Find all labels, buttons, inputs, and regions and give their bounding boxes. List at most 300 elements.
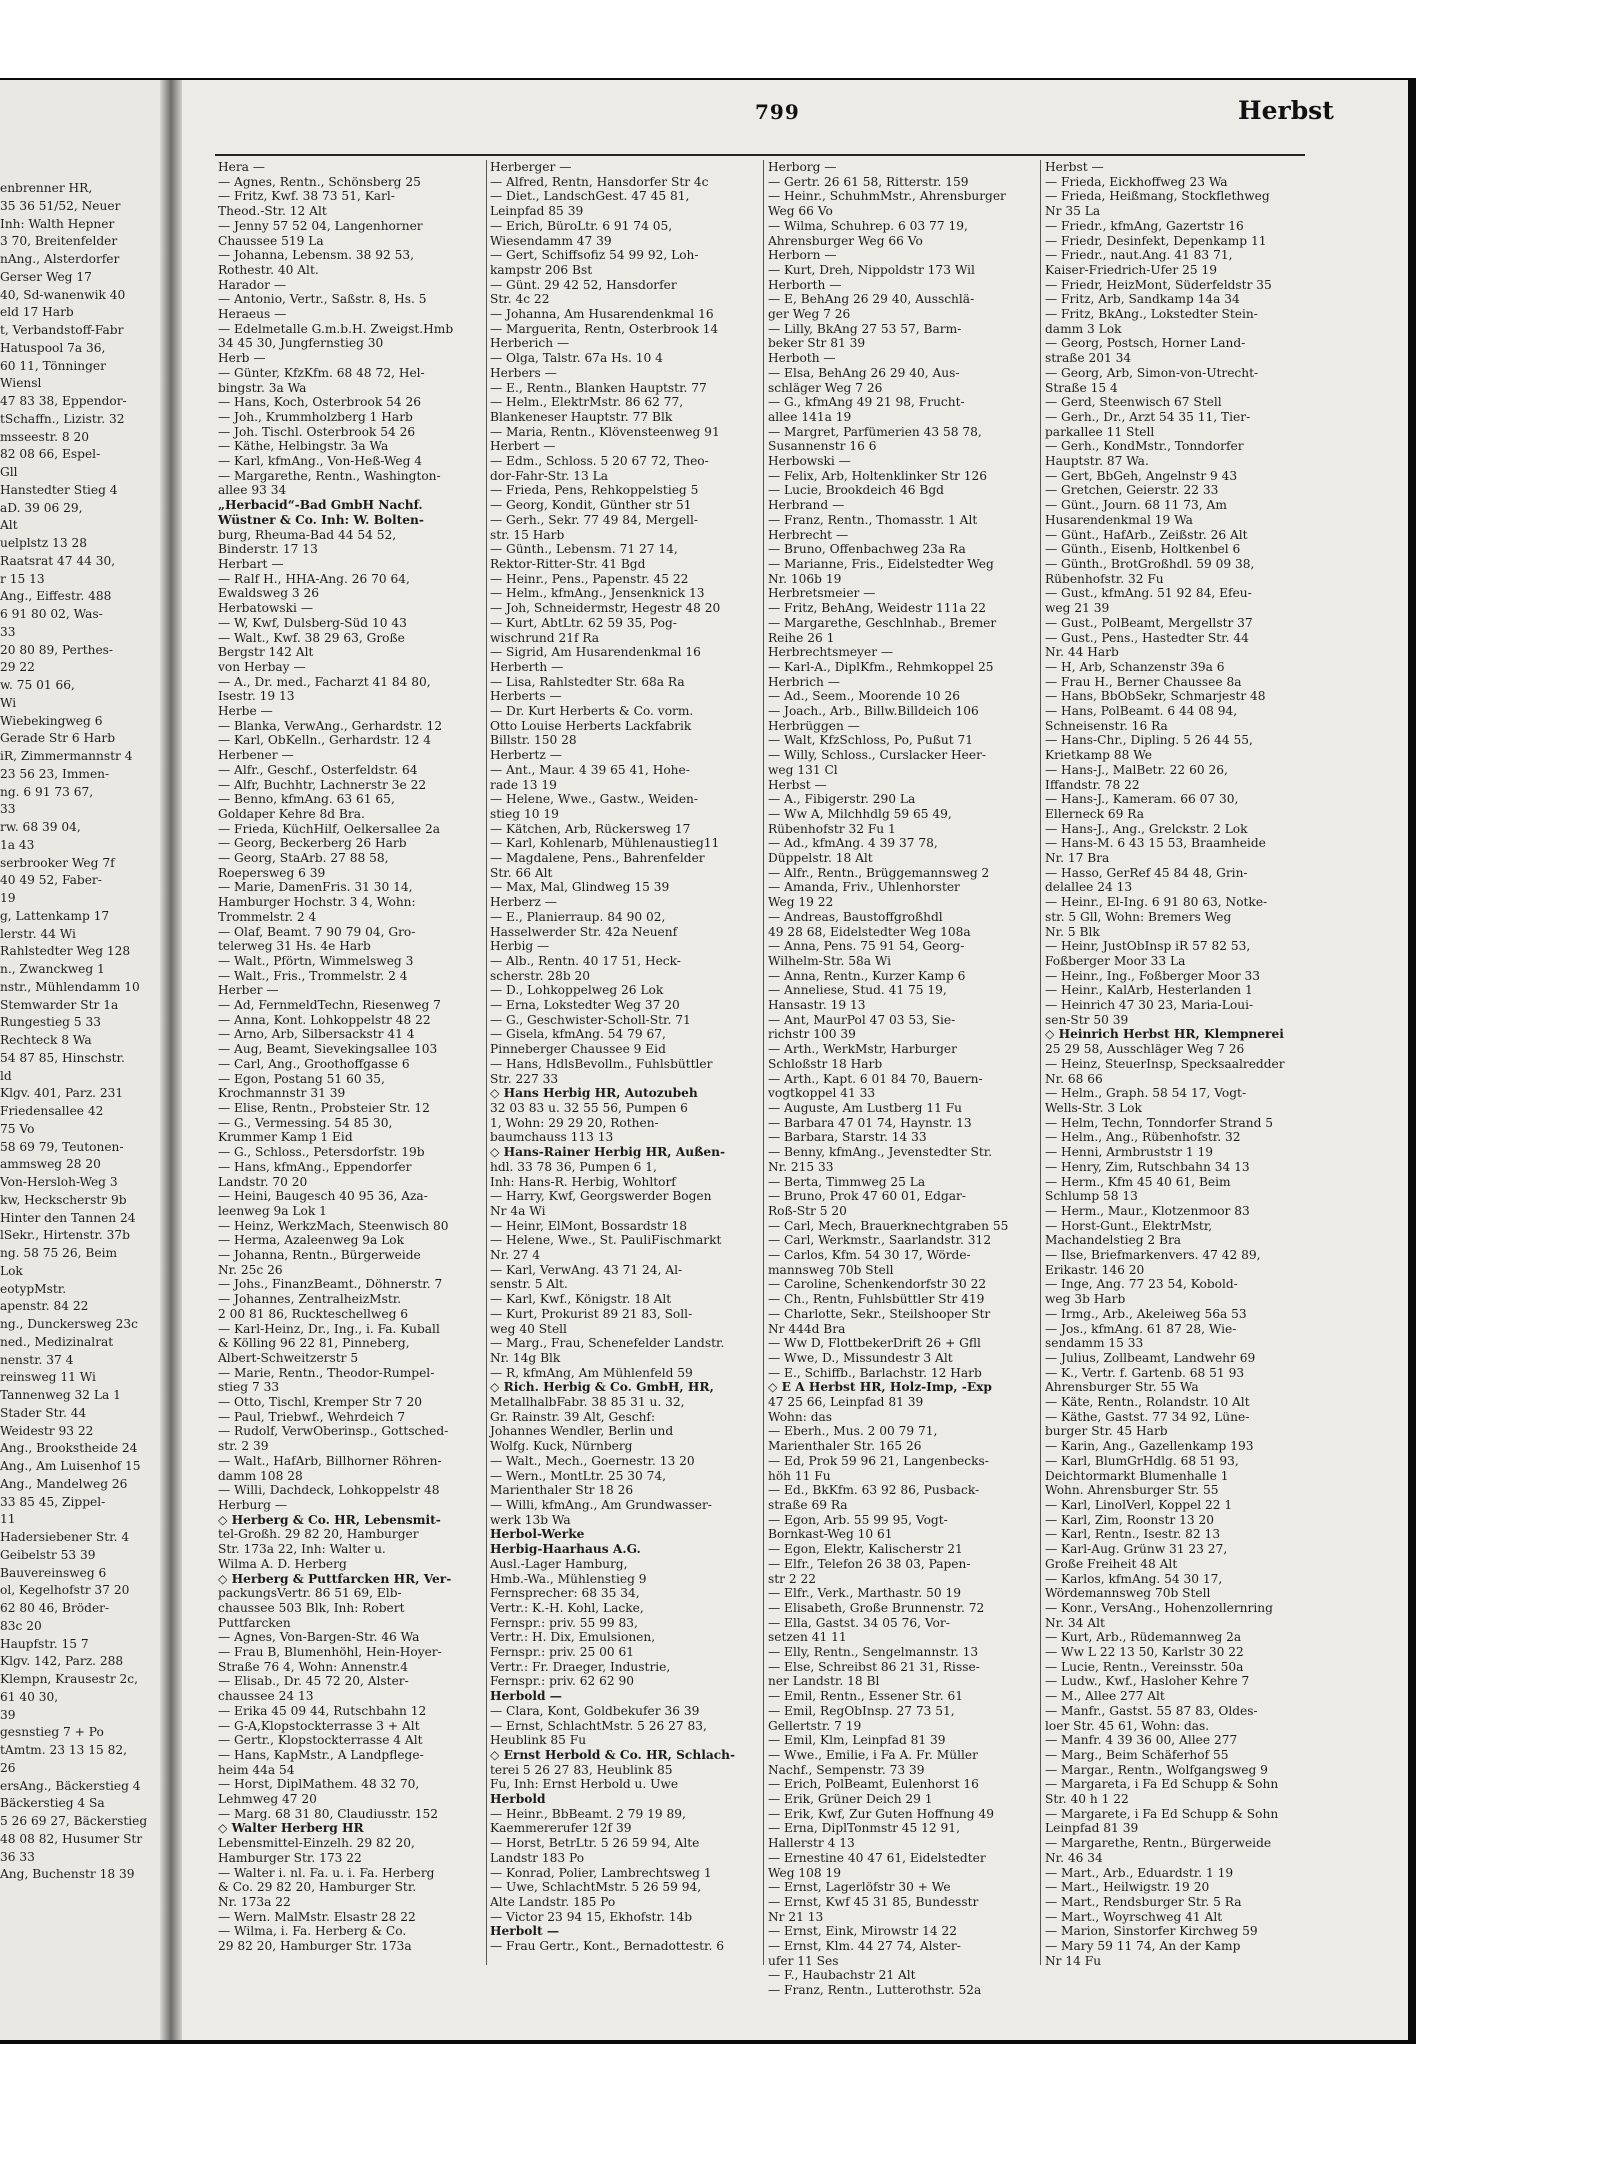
directory-entry-line: bingstr. 3a Wa <box>218 380 307 395</box>
directory-entry-line: Otto Louise Herberts Lackfabrik <box>490 718 692 733</box>
directory-entry-line: Herborth — <box>768 277 842 292</box>
directory-entry-line: chaussee 24 13 <box>218 1689 314 1704</box>
directory-entry-line: Herbig — <box>490 939 550 954</box>
directory-entry-line: Roepersweg 6 39 <box>218 865 326 880</box>
directory-entry-line: — Emil, Rentn., Essener Str. 61 <box>768 1689 964 1704</box>
directory-entry-line: MetallhalbFabr. 38 85 31 u. 32, <box>490 1395 685 1410</box>
facing-page-line: w. 75 01 66, <box>0 678 75 692</box>
directory-entry-line: — Käte, Rentn., Rolandstr. 10 Alt <box>1045 1395 1250 1410</box>
directory-entry-line: Wiesendamm 47 39 <box>490 233 612 248</box>
directory-entry-line: str. 5 Gll, Wohn: Bremers Weg <box>1045 909 1232 924</box>
directory-entry-line: — Edm., Schloss. 5 20 67 72, Theo- <box>490 454 709 469</box>
directory-entry-line: Krochmannstr 31 39 <box>218 1086 346 1101</box>
facing-page-line: Raatsrat 47 44 30, <box>0 553 116 568</box>
directory-entry-line: — Hasso, GerRef 45 84 48, Grin- <box>1045 865 1248 880</box>
directory-entry-line: richstr 100 39 <box>768 1027 856 1042</box>
directory-entry-line: 25 29 58, Ausschläger Weg 7 26 <box>1045 1042 1245 1057</box>
directory-entry-line: — A., Fibigerstr. 290 La <box>768 792 916 807</box>
directory-entry-line: scherstr. 28b 20 <box>490 968 591 983</box>
directory-entry-line: ◇ Hans-Rainer Herbig HR, Außen- <box>490 1145 726 1160</box>
facing-page-line: 20 80 89, Perthes- <box>0 642 114 657</box>
directory-entry-line: Trommelstr. 2 4 <box>218 909 317 924</box>
directory-entry-line: — Ernestine 40 47 61, Eidelstedter <box>768 1850 986 1865</box>
facing-page-line: 33 85 45, Zippel- <box>0 1494 106 1509</box>
facing-page-line: 48 08 82, Husumer Str <box>0 1831 143 1846</box>
directory-entry-line: — Heinr., BbBeamt. 2 79 19 89, <box>490 1806 686 1821</box>
directory-entry-line: Nr. 106b 19 <box>768 571 842 586</box>
directory-entry-line: — Heinz, SteuerInsp, Specksaalredder <box>1045 1056 1285 1071</box>
facing-page-line: tAmtm. 23 13 15 82, <box>0 1743 127 1757</box>
directory-entry-line: Ahrensburger Weg 66 Vo <box>768 233 923 248</box>
directory-entry-line: — Blanka, VerwAng., Gerhardstr. 12 <box>218 718 443 733</box>
facing-page-line: ng. 58 75 26, Beim <box>0 1246 118 1260</box>
directory-entry-line: str 2 22 <box>768 1571 816 1586</box>
directory-entry-line: — Helene, Wwe., Gastw., Weiden- <box>490 792 699 807</box>
directory-entry-line: — Karlos, kfmAng. 54 30 17, <box>1045 1571 1223 1586</box>
directory-entry-line: telerweg 31 Hs. 4e Harb <box>218 939 371 954</box>
directory-entry-line: — Ella, Gastst. 34 05 76, Vor- <box>768 1615 950 1630</box>
directory-entry-line: — Gertr. 26 61 58, Ritterstr. 159 <box>768 174 969 189</box>
facing-page-line: Gerser Weg 17 <box>0 269 92 284</box>
directory-entry-line: Ewaldsweg 3 26 <box>218 586 320 601</box>
directory-entry-line: — Willi, kfmAng., Am Grundwasser- <box>490 1497 712 1512</box>
directory-entry-line: — Gerh., Dr., Arzt 54 35 11, Tier- <box>1045 409 1251 424</box>
directory-entry-line: Gr. Rainstr. 39 Alt, Geschf: <box>490 1409 656 1424</box>
facing-page-line: aD. 39 06 29, <box>0 500 83 515</box>
directory-entry-line: loer Str. 45 61, Wohn: das. <box>1045 1718 1210 1733</box>
directory-entry-line: — Helm., kfmAng., Jensenknick 13 <box>490 586 705 601</box>
directory-entry-line: — Julius, Zollbeamt, Landwehr 69 <box>1045 1350 1256 1365</box>
directory-entry-line: — Gust., Pens., Hastedter Str. 44 <box>1045 630 1249 645</box>
directory-entry-line: — F., Haubachstr 21 Alt <box>768 1968 916 1983</box>
directory-entry-line: — Elisab., Dr. 45 72 20, Alster- <box>218 1674 409 1689</box>
directory-entry-line: — Anneliese, Stud. 41 75 19, <box>768 983 947 998</box>
directory-entry-line: — Lucie, Brookdeich 46 Bgd <box>768 483 944 498</box>
page-number: 799 <box>755 100 800 124</box>
directory-entry-line: chaussee 503 Blk, Inh: Robert <box>218 1600 405 1615</box>
directory-entry-line: — Wern., MontLtr. 25 30 74, <box>490 1468 667 1483</box>
directory-entry-line: — Karl, Zim, Roonstr 13 20 <box>1045 1512 1215 1527</box>
directory-entry-line: ◇ Heinrich Herbst HR, Klempnerei <box>1045 1027 1284 1042</box>
directory-entry-line: — Günth., Eisenb, Holtkenbel 6 <box>1045 542 1241 557</box>
directory-entry-line: — Marie, Rentn., Theodor-Rumpel- <box>218 1365 435 1380</box>
facing-page-line: Bauvereinsweg 6 <box>0 1565 107 1580</box>
directory-entry-line: Herbatowski — <box>218 601 314 616</box>
directory-entry-line: heim 44a 54 <box>218 1762 295 1777</box>
directory-entry-line: — Karin, Ang., Gazellenkamp 193 <box>1045 1439 1254 1454</box>
directory-entry-line: — Olaf, Beamt. 7 90 79 04, Gro- <box>218 924 416 939</box>
directory-entry-line: stieg 7 33 <box>218 1380 280 1395</box>
facing-page-line: Hinter den Tannen 24 <box>0 1210 136 1225</box>
directory-entry-line: Theod.-Str. 12 Alt <box>218 204 327 219</box>
directory-entry-line: — Hans-J., Kameram. 66 07 30, <box>1045 792 1239 807</box>
directory-entry-line: Straße 76 4, Wohn: Annenstr.4 <box>218 1659 408 1674</box>
facing-page-line: n., Zwanckweg 1 <box>0 962 105 976</box>
directory-entry-line: — Henry, Zim, Rutschbahn 34 13 <box>1045 1159 1250 1174</box>
facing-page-line: Geibelstr 53 39 <box>0 1547 96 1562</box>
directory-entry-line: Herbrand — <box>768 498 845 513</box>
directory-entry-line: — Johs., FinanzBeamt., Döhnerstr. 7 <box>218 1277 443 1292</box>
directory-column-1 <box>218 160 472 1965</box>
directory-entry-line: Isestr. 19 13 <box>218 689 295 704</box>
directory-entry-line: — Frieda, Pens, Rehkoppelstieg 5 <box>490 483 699 498</box>
directory-entry-line: Johannes Wendler, Berlin und <box>490 1424 674 1439</box>
directory-entry-line: — Elise, Rentn., Probsteier Str. 12 <box>218 1101 430 1115</box>
directory-entry-line: — Otto, Tischl, Kremper Str 7 20 <box>218 1395 423 1410</box>
directory-entry-line: — G., Schloss., Petersdorfstr. 19b <box>218 1145 425 1160</box>
directory-entry-line: — Lucie, Rentn., Vereinsstr. 50a <box>1045 1659 1244 1674</box>
directory-entry-line: — Charlotte, Sekr., Steilshooper Str <box>768 1306 991 1321</box>
directory-entry-line: Marienthaler Str. 165 26 <box>768 1439 922 1454</box>
facing-page-line: Alt <box>0 518 18 533</box>
directory-entry-line: weg 131 Cl <box>768 762 838 777</box>
directory-entry-line: — Anna, Rentn., Kurzer Kamp 6 <box>768 968 966 983</box>
directory-entry-line: — Karl, Kohlenarb, Mühlenaustieg11 <box>490 836 720 851</box>
directory-entry-line: Fu, Inh: Ernst Herbold u. Uwe <box>490 1777 679 1792</box>
directory-entry-line: — E., Schiffb., Barlachstr. 12 Harb <box>768 1365 982 1380</box>
facing-page-line: uelplstz 13 28 <box>0 536 87 550</box>
directory-entry-line: — Ernst, Eink, Mirowstr 14 22 <box>768 1924 958 1939</box>
directory-entry-line: Fernsprecher: 68 35 34, <box>490 1586 640 1601</box>
directory-entry-line: Herberger — <box>490 160 572 174</box>
directory-entry-line: packungsVertr. 86 51 69, Elb- <box>218 1586 402 1601</box>
directory-entry-line: — Konr., VersAng., Hohenzollernring <box>1045 1600 1273 1615</box>
directory-entry-line: — Dr. Kurt Herberts & Co. vorm. <box>490 704 694 719</box>
directory-entry-line: mannsweg 70b Stell <box>768 1262 894 1277</box>
directory-entry-line: ger Weg 7 26 <box>768 307 851 322</box>
directory-column-4 <box>1045 160 1299 1968</box>
directory-entry-line: Herbolt — <box>490 1924 560 1939</box>
directory-entry-line: — Günt., Journ. 68 11 73, Am <box>1045 498 1227 513</box>
directory-entry-line: — Horst, BetrLtr. 5 26 59 94, Alte <box>490 1836 700 1851</box>
directory-entry-line: — Elsa, BehAng 26 29 40, Aus- <box>768 365 960 380</box>
directory-entry-line: — Gisela, kfmAng. 54 79 67, <box>490 1027 666 1042</box>
directory-entry-line: straße 69 Ra <box>768 1497 848 1512</box>
facing-page-line: Stemwarder Str 1a <box>0 997 119 1012</box>
directory-entry-line: Nr. 68 66 <box>1045 1071 1103 1086</box>
directory-entry-line: Nr. 17 Bra <box>1045 851 1110 866</box>
directory-entry-line: — Jos., kfmAng. 61 87 28, Wie- <box>1045 1321 1237 1336</box>
directory-entry-line: — Heinr., El-Ing. 6 91 80 63, Notke- <box>1045 895 1268 910</box>
directory-entry-line: Hamburger Hochstr. 3 4, Wohn: <box>218 895 416 910</box>
directory-entry-line: Herbertz — <box>490 748 562 763</box>
directory-entry-line: — Heinr., Pens., Papenstr. 45 22 <box>490 571 689 586</box>
directory-entry-line: — Margarethe, Rentn., Bürgerweide <box>1045 1836 1272 1851</box>
facing-page-line: reinsweg 11 Wi <box>0 1370 96 1385</box>
directory-entry-line: Erikastr. 146 20 <box>1045 1262 1145 1277</box>
directory-entry-line: Herbrüggen — <box>768 718 860 733</box>
directory-entry-line: & Kölling 96 22 81, Pinneberg, <box>218 1336 410 1351</box>
directory-entry-line: Herberz — <box>490 895 557 910</box>
directory-entry-line: — Carl, Mech, Brauerknechtgraben 55 <box>768 1218 1009 1233</box>
directory-entry-line: — Antonio, Vertr., Saßstr. 8, Hs. 5 <box>218 292 427 307</box>
facing-page-line: r 15 13 <box>0 571 45 586</box>
directory-entry-line: str. 2 39 <box>218 1439 269 1454</box>
directory-entry-line: weg 40 Stell <box>490 1321 567 1336</box>
directory-entry-line: Vertr.: H. Dix, Emulsionen, <box>490 1630 656 1645</box>
directory-entry-line: — Hans, KapMstr., A Landpflege- <box>218 1747 424 1762</box>
facing-page-line: 19 <box>0 891 16 905</box>
facing-page-line: 47 83 38, Eppendor- <box>0 394 127 408</box>
facing-page-line: Rahlstedter Weg 128 <box>0 944 131 959</box>
directory-entry-line: Wilhelm-Str. 58a Wi <box>768 953 892 968</box>
directory-entry-line: — Gertr., Klopstockterrasse 4 Alt <box>218 1733 423 1748</box>
directory-entry-line: Nr. 46 34 <box>1045 1850 1103 1865</box>
directory-entry-line: wischrund 21f Ra <box>490 630 600 645</box>
directory-entry-line: Herberth — <box>490 659 564 674</box>
facing-page-line: Klgv. 401, Parz. 231 <box>0 1086 124 1101</box>
directory-entry-line: — D., Lohkoppelweg 26 Lok <box>490 983 664 998</box>
directory-entry-line: Nr. 27 4 <box>490 1248 541 1263</box>
facing-page-line: Lok <box>0 1263 23 1278</box>
directory-entry-line: — Elly, Rentn., Sengelmannstr. 13 <box>768 1645 979 1660</box>
facing-page-line: ol, Kegelhofstr 37 20 <box>0 1583 130 1598</box>
directory-entry-line: Harador — <box>218 277 287 292</box>
directory-entry-line: Nr 4a Wi <box>490 1203 546 1218</box>
directory-entry-line: — Egon, Arb. 55 99 95, Vogt- <box>768 1512 948 1527</box>
directory-entry-line: parkallee 11 Stell <box>1045 424 1155 439</box>
directory-entry-line: — Karl, Rentn., Isestr. 82 13 <box>1045 1527 1221 1542</box>
directory-entry-line: Nr 35 La <box>1045 204 1101 219</box>
directory-entry-line: — Sigrid, Am Husarendenkmal 16 <box>490 645 701 660</box>
directory-entry-line: — Ad, FernmeldTechn, Riesenweg 7 <box>218 998 441 1013</box>
directory-entry-line: ufer 11 Ses <box>768 1953 839 1968</box>
facing-page-line: 60 11, Tönninger <box>0 358 106 373</box>
directory-entry-line: — Johanna, Lebensm. 38 92 53, <box>218 248 414 263</box>
directory-entry-line: straße 201 34 <box>1045 351 1132 366</box>
directory-entry-line: — Caroline, Schenkendorfstr 30 22 <box>768 1277 987 1292</box>
facing-page-line: 82 08 66, Espel- <box>0 447 101 462</box>
facing-page-line: Ang., Mandelweg 26 <box>0 1476 128 1491</box>
directory-entry-line: — H, Arb, Schanzenstr 39a 6 <box>1045 659 1225 674</box>
directory-entry-line: — Hans, HdlsBevollm., Fuhlsbüttler <box>490 1056 713 1071</box>
directory-entry-line: kampstr 206 Bst <box>490 262 593 277</box>
directory-entry-line: ◇ Walter Herberg HR <box>218 1821 364 1836</box>
facing-page-line: lSekr., Hirtenstr. 37b <box>0 1228 130 1243</box>
facing-page-line: Inh: Walth Hepner <box>0 216 115 231</box>
directory-entry-line: — Fritz, Arb, Sandkamp 14a 34 <box>1045 292 1240 307</box>
directory-entry-line: — R, kfmAng, Am Mühlenfeld 59 <box>490 1365 693 1380</box>
directory-entry-line: — Barbara 47 01 74, Haynstr. 13 <box>768 1115 972 1130</box>
directory-entry-line: Herbers — <box>490 365 557 380</box>
facing-page-line: 33 <box>0 624 16 639</box>
directory-entry-line: — Kurt, AbtLtr. 62 59 35, Pog- <box>490 615 677 630</box>
directory-entry-line: — Friedr, Desinfekt, Depenkamp 11 <box>1045 233 1267 248</box>
facing-page-line: Wiensl <box>0 376 42 391</box>
directory-entry-line: ner Landstr. 18 Bl <box>768 1674 880 1689</box>
directory-entry-line: — Aug, Beamt, Sievekingsallee 103 <box>218 1042 438 1057</box>
directory-entry-line: 34 45 30, Jungfernstieg 30 <box>218 336 384 351</box>
directory-entry-line: Bergstr 142 Alt <box>218 645 314 660</box>
directory-entry-line: — Lilly, BkAng 27 53 57, Barm- <box>768 321 962 336</box>
directory-entry-line: — Hans-J., Ang., Grelckstr. 2 Lok <box>1045 821 1248 836</box>
directory-entry-line: — Hans, Koch, Osterbrook 54 26 <box>218 395 421 410</box>
directory-entry-line: — Victor 23 94 15, Ekhofstr. 14b <box>490 1909 693 1924</box>
directory-entry-line: leenweg 9a Lok 1 <box>218 1203 327 1218</box>
directory-entry-line: — Mary 59 11 74, An der Kamp <box>1045 1939 1241 1954</box>
facing-page-line: Haupfstr. 15 7 <box>0 1636 89 1651</box>
directory-entry-line: & Co. 29 82 20, Hamburger Str. <box>218 1880 417 1895</box>
directory-entry-line: Bornkast-Weg 10 61 <box>768 1527 893 1542</box>
directory-entry-line: — Uwe, SchlachtMstr. 5 26 59 94, <box>490 1880 702 1895</box>
directory-entry-line: — Anna, Pens. 75 91 54, Georg- <box>768 939 965 954</box>
directory-entry-line: — Marg., Beim Schäferhof 55 <box>1045 1747 1229 1762</box>
directory-entry-line: — Ludw., Kwf., Hasloher Kehre 7 <box>1045 1674 1250 1689</box>
header-rule <box>215 154 1305 156</box>
directory-entry-line: — Georg, StaArb. 27 88 58, <box>218 851 389 866</box>
directory-entry-line: — Ad., Seem., Moorende 10 26 <box>768 689 961 704</box>
directory-entry-line: — Kätchen, Arb, Rückersweg 17 <box>490 821 691 836</box>
directory-entry-line: — Herma, Azaleenweg 9a Lok <box>218 1233 404 1248</box>
directory-entry-line: — Georg, Beckerberg 26 Harb <box>218 836 407 851</box>
directory-entry-line: — K., Vertr. f. Gartenb. 68 51 93 <box>1045 1365 1245 1380</box>
directory-entry-line: — Horst-Gunt., ElektrMstr, <box>1045 1218 1213 1233</box>
directory-entry-line: baumchauss 113 13 <box>490 1130 614 1145</box>
facing-page-line: 75 Vo <box>0 1121 35 1136</box>
facing-page-line: 3 70, Breitenfelder <box>0 234 118 249</box>
directory-entry-line: — Helm., ElektrMstr. 86 62 77, <box>490 395 684 410</box>
directory-entry-line: Heraeus — <box>218 307 287 322</box>
directory-entry-line: Susannenstr 16 6 <box>768 439 877 454</box>
directory-entry-line: Rübenhofstr. 32 Fu <box>1045 571 1164 586</box>
facing-page-line: Ang, Buchenstr 18 39 <box>0 1867 135 1882</box>
directory-entry-line: — Agnes, Rentn., Schönsberg 25 <box>218 174 421 189</box>
facing-page-line: 26 <box>0 1760 16 1775</box>
directory-entry-line: — Fritz, BehAng, Weidestr 111a 22 <box>768 601 986 616</box>
directory-entry-line: delallee 24 13 <box>1045 880 1133 895</box>
directory-entry-line: Ellerneck 69 Ra <box>1045 806 1144 821</box>
facing-page-line: rw. 68 39 04, <box>0 820 81 834</box>
directory-entry-line: — Ed, Prok 59 96 21, Langenbecks- <box>768 1453 989 1468</box>
directory-entry-line: — Ernst, Lagerlöfstr 30 + We <box>768 1880 951 1895</box>
directory-entry-line: — Ww A, Milchhdlg 59 65 49, <box>768 806 952 821</box>
directory-entry-line: — Johanna, Am Husarendenkmal 16 <box>490 307 714 322</box>
facing-page-line: 40 49 52, Faber- <box>0 873 102 888</box>
directory-entry-line: — Käthe, Helbingstr. 3a Wa <box>218 439 389 454</box>
directory-entry-line: — Wern. MalMstr. Elsastr 28 22 <box>218 1909 416 1924</box>
directory-entry-line: — E., Rentn., Blanken Hauptstr. 77 <box>490 380 707 395</box>
directory-entry-line: Nr. 34 Alt <box>1045 1615 1105 1630</box>
directory-entry-line: — Marguerita, Rentn, Osterbrook 14 <box>490 321 719 336</box>
directory-entry-line: stieg 10 19 <box>490 806 559 821</box>
directory-entry-line: — Walt, KfzSchloss, Po, Pußut 71 <box>768 733 974 748</box>
column-divider <box>763 160 764 1965</box>
directory-entry-line: — Joh, Schneidermstr, Hegestr 48 20 <box>490 601 721 616</box>
directory-entry-line: — E, BehAng 26 29 40, Ausschlä- <box>768 292 975 307</box>
directory-entry-line: — Herm., Maur., Klotzenmoor 83 <box>1045 1203 1250 1218</box>
directory-entry-line: — Benno, kfmAng. 63 61 65, <box>218 792 395 807</box>
directory-entry-line: Billstr. 150 28 <box>490 733 577 748</box>
facing-page-line: 35 36 51/52, Neuer <box>0 198 121 213</box>
directory-entry-line: — Heini, Baugesch 40 95 36, Aza- <box>218 1189 428 1204</box>
directory-entry-line: — Margareta, i Fa Ed Schupp & Sohn <box>1045 1777 1279 1792</box>
directory-entry-line: — Margarethe, Geschlnhab., Bremer <box>768 615 997 630</box>
directory-entry-line: Husarendenkmal 19 Wa <box>1045 512 1193 527</box>
directory-entry-line: Fernspr.: priv. 62 62 90 <box>490 1674 635 1689</box>
directory-entry-line: — Agnes, Von-Bargen-Str. 46 Wa <box>218 1630 420 1645</box>
directory-entry-line: Herb — <box>218 351 266 366</box>
directory-entry-line: — Hans, BbObSekr, Schmarjestr 48 <box>1045 689 1266 704</box>
directory-entry-line: — Joh., Krummholzberg 1 Harb <box>218 409 413 424</box>
directory-entry-line: — Alfred, Rentn, Hansdorfer Str 4c <box>490 174 709 189</box>
directory-entry-line: — Wwe, D., Missundestr 3 Alt <box>768 1350 953 1365</box>
directory-entry-line: — Anna, Kont. Lohkoppelstr 48 22 <box>218 1012 431 1027</box>
facing-page-line: 39 <box>0 1707 16 1722</box>
directory-entry-line: Nr. 25c 26 <box>218 1262 283 1277</box>
directory-entry-line: Wolfg. Kuck, Nürnberg <box>490 1439 633 1454</box>
facing-page-line: Von-Hersloh-Weg 3 <box>0 1175 118 1189</box>
directory-entry-line: Herbart — <box>218 556 284 571</box>
directory-entry-line: — Ww L 22 13 50, Karlstr 30 22 <box>1045 1645 1244 1660</box>
facing-page-text <box>0 180 170 1884</box>
directory-entry-line: — Ad., kfmAng. 4 39 37 78, <box>768 836 938 851</box>
directory-entry-line: — Eberh., Mus. 2 00 79 71, <box>768 1424 938 1439</box>
facing-page-line: Wi <box>0 695 17 710</box>
directory-entry-line: Krummer Kamp 1 Eid <box>218 1130 353 1145</box>
directory-entry-line: — Heinr, JustObInsp iR 57 82 53, <box>1045 939 1251 954</box>
directory-entry-line: — Auguste, Am Lustberg 11 Fu <box>768 1101 963 1115</box>
directory-entry-line: Deichtormarkt Blumenhalle 1 <box>1045 1468 1229 1483</box>
facing-page-line: eotypMstr. <box>0 1281 67 1296</box>
directory-entry-line: — Clara, Kont, Goldbekufer 36 39 <box>490 1703 700 1718</box>
directory-entry-line: — Heinz, WerkzMach, Steenwisch 80 <box>218 1218 449 1233</box>
directory-entry-line: Blankeneser Hauptstr. 77 Blk <box>490 409 673 424</box>
directory-entry-line: Straße 15 4 <box>1045 380 1118 395</box>
directory-entry-line: — Walt., Mech., Goernestr. 13 20 <box>490 1453 695 1468</box>
directory-column-2 <box>490 160 744 1965</box>
directory-entry-line: — Walt., HafArb, Billhorner Röhren- <box>218 1453 442 1468</box>
directory-entry-line: — Fritz, Kwf. 38 73 51, Karl- <box>218 189 395 204</box>
facing-page-line: Hanstedter Stieg 4 <box>0 482 118 497</box>
facing-page-line: Friedensallee 42 <box>0 1104 104 1118</box>
directory-entry-line: Alte Landstr. 185 Po <box>490 1894 616 1909</box>
directory-entry-line: — Elfr., Verk., Marthastr. 50 19 <box>768 1586 962 1601</box>
directory-entry-line: Wohn: das <box>768 1409 833 1424</box>
directory-entry-line: — Heinr., SchuhmMstr., Ahrensburger <box>768 189 1006 204</box>
directory-entry-line: — Karl, kfmAng., Von-Heß-Weg 4 <box>218 454 423 469</box>
directory-entry-line: terei 5 26 27 83, Heublink 85 <box>490 1762 673 1777</box>
directory-entry-line: — Andreas, Baustoffgroßhdl <box>768 909 943 924</box>
directory-entry-line: Herbowski — <box>768 454 851 469</box>
directory-entry-line: Hamburger Str. 173 22 <box>218 1850 362 1865</box>
directory-entry-line: ◇ Herberg & Puttfarcken HR, Ver- <box>218 1571 452 1586</box>
directory-entry-line: Nr. 44 Harb <box>1045 645 1119 660</box>
directory-entry-line: — Alfr., Rentn., Brüggemannsweg 2 <box>768 865 990 880</box>
directory-entry-line: — Walt., Pförtn, Wimmelsweg 3 <box>218 953 414 968</box>
directory-entry-line: — G., Geschwister-Scholl-Str. 71 <box>490 1012 691 1027</box>
directory-entry-line: Herber — <box>218 983 279 998</box>
directory-entry-line: 32 03 83 u. 32 55 56, Pumpen 6 <box>490 1101 688 1115</box>
directory-entry-line: — Carl, Ang., Groothoffgasse 6 <box>218 1056 410 1071</box>
directory-entry-line: — Franz, Rentn., Lutterothstr. 52a <box>768 1983 982 1998</box>
directory-entry-line: — Hans, PolBeamt. 6 44 08 94, <box>1045 704 1238 719</box>
directory-entry-line: — Paul, Triebwf., Wehrdeich 7 <box>218 1409 406 1424</box>
directory-entry-line: — Georg, Arb, Simon-von-Utrecht- <box>1045 365 1259 380</box>
directory-entry-line: — Gert, BbGeh, Angelnstr 9 43 <box>1045 468 1238 483</box>
directory-entry-line: werk 13b Wa <box>490 1512 571 1527</box>
directory-entry-line: — Horst, DiplMathem. 48 32 70, <box>218 1777 420 1792</box>
directory-entry-line: — Gust., kfmAng. 51 92 84, Efeu- <box>1045 586 1252 601</box>
directory-entry-line: Rübenhofstr 32 Fu 1 <box>768 821 896 836</box>
directory-entry-line: Wördemannsweg 70b Stell <box>1045 1586 1211 1601</box>
directory-entry-line: — Marianne, Fris., Eidelstedter Weg <box>768 556 994 571</box>
directory-entry-line: — Joach., Arb., Billw.Billdeich 106 <box>768 704 979 719</box>
directory-entry-line: Lebensmittel-Einzelh. 29 82 20, <box>218 1836 415 1851</box>
facing-page-line: 61 40 30, <box>0 1689 59 1704</box>
directory-entry-line: ◇ Rich. Herbig & Co. GmbH, HR, <box>490 1380 714 1395</box>
directory-entry-line: Hallerstr 4 13 <box>768 1836 855 1851</box>
directory-entry-line: — Karl, ObKelln., Gerhardstr. 12 4 <box>218 733 431 748</box>
